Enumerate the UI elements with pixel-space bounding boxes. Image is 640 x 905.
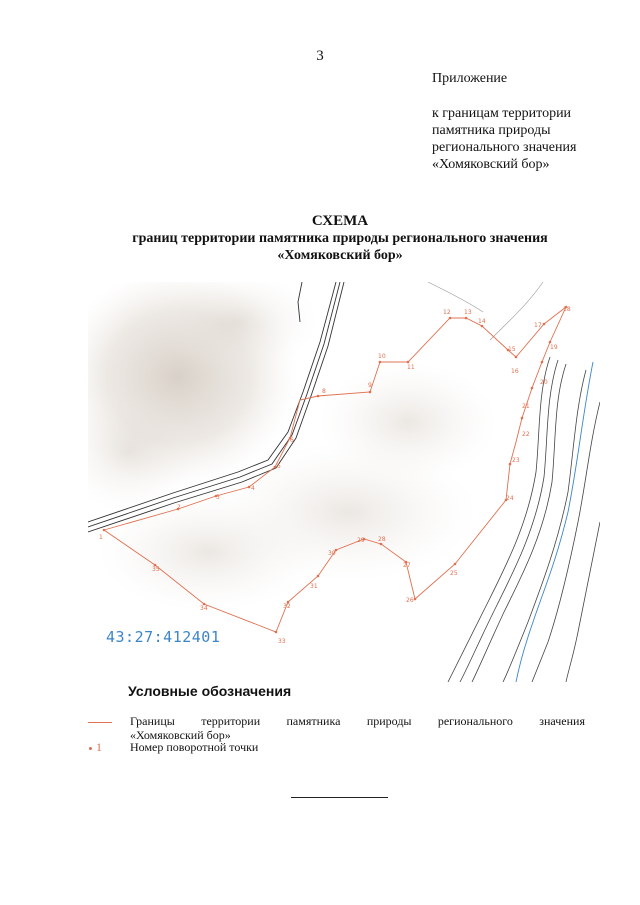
legend-point-symbol: 1 <box>96 740 102 754</box>
turning-point <box>449 317 452 320</box>
turning-point-label: 15 <box>508 346 516 353</box>
page-number: 3 <box>316 48 324 64</box>
turning-point-label: 11 <box>407 364 415 371</box>
turning-point-label: 33 <box>278 638 286 645</box>
turning-point-label: 26 <box>406 597 414 604</box>
turning-point-label: 30 <box>328 550 336 557</box>
turning-point-label: 31 <box>310 583 318 590</box>
turning-point <box>275 631 278 634</box>
turning-point <box>317 575 320 578</box>
legend-boundary-swatch <box>88 722 112 723</box>
legend-boundary-label <box>130 714 585 742</box>
turning-point <box>465 317 468 320</box>
turning-point-label: 16 <box>511 368 519 375</box>
appendix-line: «Хомяковский бор» <box>432 157 550 172</box>
turning-point-label: 18 <box>563 306 571 313</box>
turning-point <box>369 391 372 394</box>
appendix-line: регионального значения <box>432 140 577 155</box>
turning-point <box>274 466 277 469</box>
turning-point <box>549 341 552 344</box>
turning-point-label: 28 <box>378 536 386 543</box>
turning-point-label: 17 <box>534 322 542 329</box>
turning-point-label: 23 <box>512 457 520 464</box>
turning-point-label: 14 <box>478 318 486 325</box>
turning-point-label: 4 <box>251 485 255 492</box>
turning-point <box>248 486 251 489</box>
appendix-caption <box>432 70 632 173</box>
turning-point-label: 21 <box>522 403 530 410</box>
appendix-line: памятника природы <box>432 123 551 138</box>
turning-point-label: 12 <box>443 309 451 316</box>
turning-point <box>543 323 546 326</box>
turning-point <box>414 598 417 601</box>
turning-point-label: 27 <box>403 562 411 569</box>
turning-point-label: 13 <box>464 309 472 316</box>
river <box>516 362 593 682</box>
turning-point <box>521 417 524 420</box>
legend-boundary-text-2: «Хомяковский бор» <box>130 728 231 742</box>
appendix-line: к границам территории <box>432 106 572 121</box>
scheme-name: «Хомяковский бор» <box>277 248 403 263</box>
turning-point <box>380 543 383 546</box>
turning-point <box>317 395 320 398</box>
cadastral-number: 43:27:412401 <box>106 628 221 646</box>
turning-point <box>509 463 512 466</box>
turning-point-label: 6 <box>290 437 294 444</box>
turning-point-label: 22 <box>522 431 530 438</box>
legend-boundary-text: Границы территории памятника природы регионального значения <box>130 714 585 728</box>
territory-map <box>88 282 600 682</box>
turning-point <box>531 387 534 390</box>
turning-point <box>515 356 518 359</box>
turning-point-label: 3 <box>216 494 220 501</box>
turning-point-label: 1 <box>99 534 103 541</box>
turning-point-label: 5 <box>277 463 281 470</box>
turning-point-label: 2 <box>177 504 181 511</box>
scheme-subtitle: границ территории памятника природы регионального значения <box>132 231 548 246</box>
turning-point-label: 25 <box>450 570 458 577</box>
turning-point-label: 10 <box>378 353 386 360</box>
turning-point-label: 29 <box>357 537 365 544</box>
legend-heading: Условные обозначения <box>128 683 292 699</box>
scheme-title <box>60 213 620 264</box>
turning-point-label: 35 <box>152 566 160 573</box>
scheme-heading: СХЕМА <box>311 213 369 229</box>
bottom-rule <box>291 797 388 798</box>
turning-point <box>454 563 457 566</box>
turning-point-label: 9 <box>368 382 372 389</box>
turning-point-label: 32 <box>283 603 291 610</box>
turning-point <box>379 361 382 364</box>
turning-point <box>481 325 484 328</box>
turning-point-label: 34 <box>200 605 208 612</box>
appendix-title: Приложение <box>432 71 508 86</box>
turning-point-label: 8 <box>322 388 326 395</box>
turning-point <box>407 361 410 364</box>
turning-point <box>541 361 544 364</box>
legend-point-swatch <box>89 747 92 750</box>
turning-point-label: 24 <box>506 495 514 502</box>
legend-point-label: Номер поворотной точки <box>130 740 259 754</box>
turning-point-label: 20 <box>540 379 548 386</box>
turning-point <box>103 529 106 532</box>
turning-point-label: 19 <box>550 344 558 351</box>
